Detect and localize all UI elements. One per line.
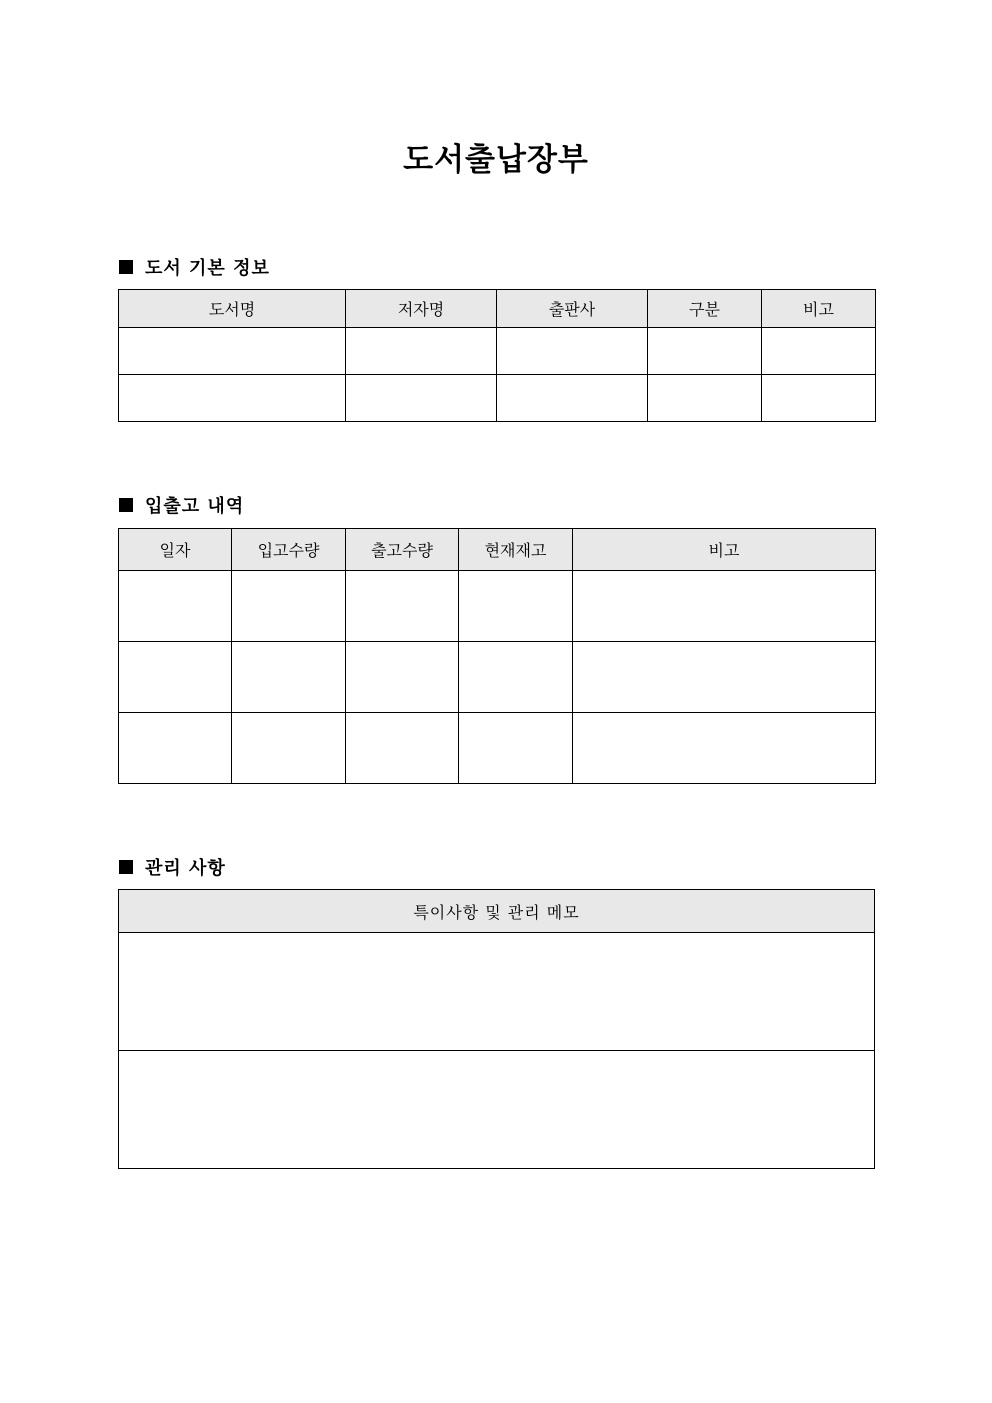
table-cell[interactable] bbox=[762, 328, 876, 375]
black-square-icon bbox=[119, 498, 133, 512]
table-row bbox=[119, 375, 876, 422]
table-cell[interactable] bbox=[459, 713, 573, 784]
table-header-row bbox=[119, 529, 876, 571]
management-table bbox=[118, 889, 875, 1169]
table-cell[interactable] bbox=[346, 375, 497, 422]
table-header-row bbox=[119, 890, 875, 933]
table-header-row bbox=[119, 290, 876, 328]
memo-cell[interactable] bbox=[119, 933, 875, 1051]
column-header-notes: 특이사항 및 관리 메모 bbox=[119, 890, 875, 933]
table-cell[interactable] bbox=[119, 375, 346, 422]
table-cell[interactable] bbox=[119, 571, 232, 642]
table-cell[interactable] bbox=[232, 713, 346, 784]
table-cell[interactable] bbox=[648, 328, 762, 375]
section-heading-label: 입출고 내역 bbox=[145, 496, 245, 517]
table-cell[interactable] bbox=[573, 571, 876, 642]
table-cell[interactable] bbox=[762, 375, 876, 422]
black-square-icon bbox=[119, 260, 133, 274]
column-header-stock-out: 출고수량 bbox=[346, 529, 459, 571]
section-heading-label: 도서 기본 정보 bbox=[145, 258, 270, 279]
column-header-category: 구분 bbox=[648, 290, 762, 328]
section-heading-inout bbox=[119, 492, 244, 518]
table-cell[interactable] bbox=[648, 375, 762, 422]
table-cell[interactable] bbox=[573, 642, 876, 713]
table-cell[interactable] bbox=[346, 713, 459, 784]
table-row bbox=[119, 1051, 875, 1169]
black-square-icon bbox=[119, 860, 133, 874]
table-row bbox=[119, 571, 876, 642]
table-cell[interactable] bbox=[232, 642, 346, 713]
section-heading-label: 관리 사항 bbox=[145, 858, 226, 879]
table-cell[interactable] bbox=[119, 328, 346, 375]
memo-cell[interactable] bbox=[119, 1051, 875, 1169]
column-header-remarks: 비고 bbox=[573, 529, 876, 571]
column-header-remarks: 비고 bbox=[762, 290, 876, 328]
table-cell[interactable] bbox=[497, 328, 648, 375]
table-cell[interactable] bbox=[346, 571, 459, 642]
table-cell[interactable] bbox=[573, 713, 876, 784]
table-row bbox=[119, 642, 876, 713]
column-header-current-stock: 현재재고 bbox=[459, 529, 573, 571]
section-heading-basic-info bbox=[119, 254, 270, 280]
column-header-date: 일자 bbox=[119, 529, 232, 571]
basic-info-table bbox=[118, 289, 876, 422]
table-cell[interactable] bbox=[232, 571, 346, 642]
document-title: 도서출납장부 bbox=[403, 142, 589, 178]
inout-table bbox=[118, 528, 876, 784]
table-cell[interactable] bbox=[497, 375, 648, 422]
column-header-title: 도서명 bbox=[119, 290, 346, 328]
column-header-author: 저자명 bbox=[346, 290, 497, 328]
table-cell[interactable] bbox=[119, 642, 232, 713]
table-cell[interactable] bbox=[459, 642, 573, 713]
column-header-stock-in: 입고수량 bbox=[232, 529, 346, 571]
table-cell[interactable] bbox=[346, 642, 459, 713]
table-cell[interactable] bbox=[119, 713, 232, 784]
table-cell[interactable] bbox=[459, 571, 573, 642]
table-row bbox=[119, 328, 876, 375]
section-heading-management bbox=[119, 854, 226, 880]
table-row bbox=[119, 933, 875, 1051]
table-row bbox=[119, 713, 876, 784]
table-cell[interactable] bbox=[346, 328, 497, 375]
column-header-publisher: 출판사 bbox=[497, 290, 648, 328]
